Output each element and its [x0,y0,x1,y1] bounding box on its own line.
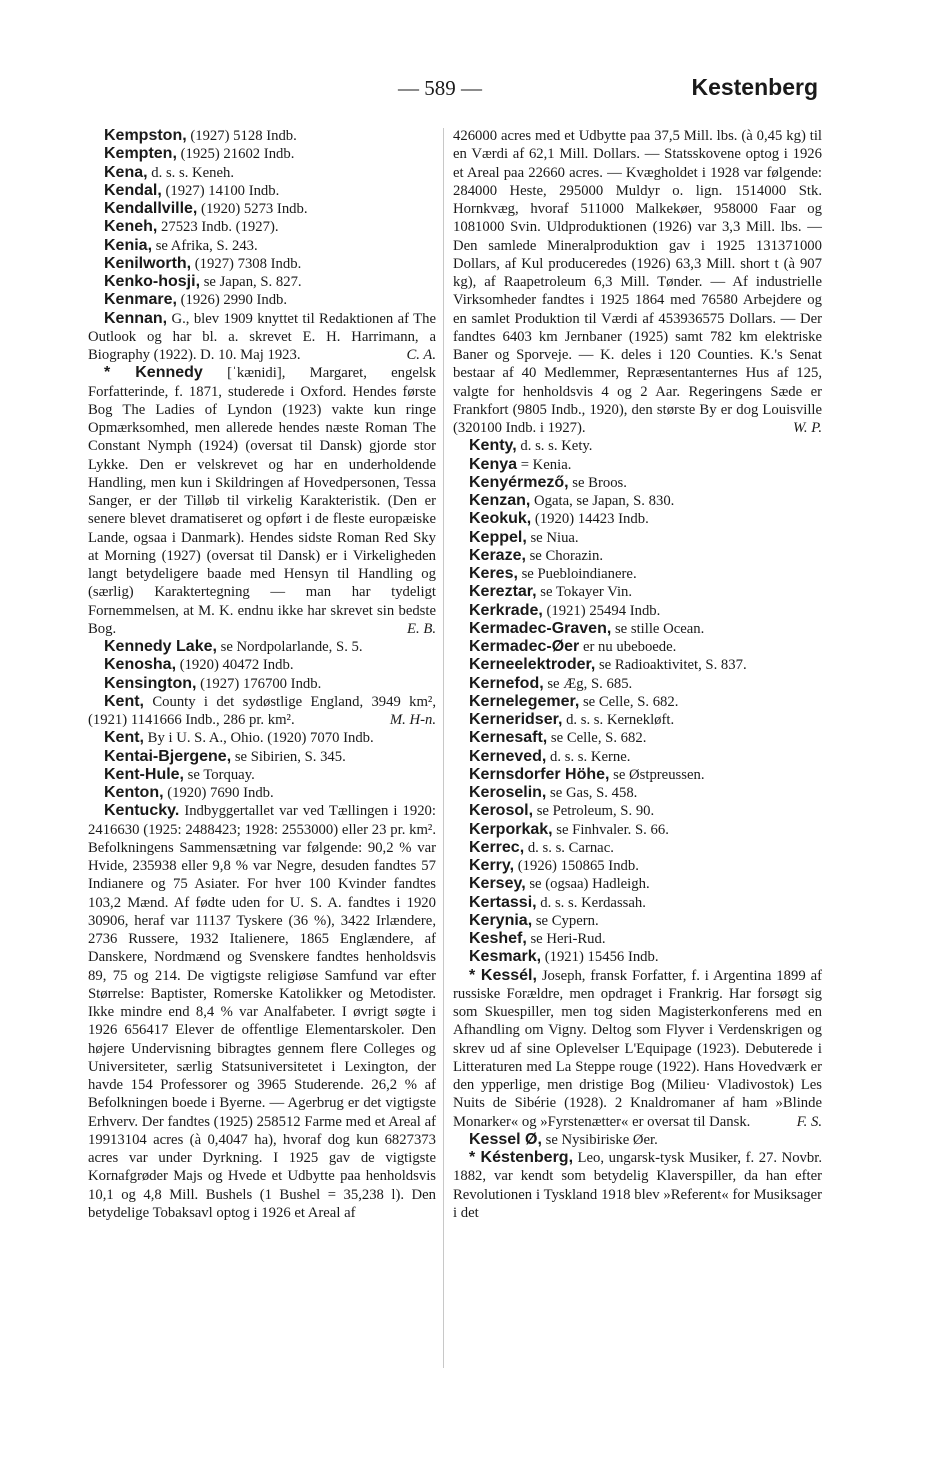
entry-headword: Kermadec-Øer [469,638,580,655]
entry-headword: Kentucky. [104,802,180,820]
column-rule [443,128,444,1368]
entry-headword: Kenilworth, [104,254,192,272]
entry-text: se Finhvaler. S. 66. [552,821,669,838]
entry-text: se Celle, S. 682. [547,730,647,747]
dictionary-entry [88,255,436,273]
dictionary-entry [88,127,436,145]
entry-text: 426000 acres med et Udbytte paa 37,5 Mill. lbs. (à 0,45 kg) til en Værdi af 62,1 Mill. Dollars. — Statsskovene optog i 1926 et Areal paa 22660 acres. — Kvægholdet i 1928 var følgende: 284000 Heste, 295000 Muldyr o. lign. 1514000 Stk. Hornkvæg, hvoraf 511000 Malkekøer, 958000 Faar og 1081000 Svin. Uldproduktionen (1926) var 3,3 Mill. lbs. — Den samlede Mineralproduktion gav i 1925 131371000 Dollars, af Kul produceredes (1926) 63,3 Mill. short t (à 907 kg), af Raapetroleum 6,3 Mill. Tønder. — Af industrielle Virksomheder fandtes i 1925 1864 med 76580 Arbejdere og en samlet Produktion til Værdi af 453936575 Dollars. — Der fandtes 6403 km Jernbaner (1925) samt 782 km elektriske Baner og Sporveje. — K. deles i 120 Counties. K.'s Senat bestaar af 40 Medlemmer, Repræsentanternes Hus af 125, valgte for henholdsvis 4 og 2 Aar. Regeringens Sæde er Frankfort (9805 Indb., 1920), den største By er dog Louisville (320100 Indb. i 1927). [453,128,822,436]
entry-headword: * Kessél, [469,966,537,984]
entry-text: se Puebloindianere. [517,566,637,582]
entry-text: d. s. s. Kerdassah. [536,894,646,911]
running-head: Kestenberg [691,74,818,100]
entry-text: se Petroleum, S. 90. [533,803,655,820]
entry-text: se Heri-Rud. [526,931,606,947]
dictionary-entry [88,237,436,255]
page-number: — 589 — [398,76,482,100]
entry-headword: Kennedy Lake, [104,638,217,655]
dictionary-entry [453,437,822,455]
dictionary-entry [453,127,822,437]
author-signature: F. S. [796,1113,822,1130]
entry-headword: Kernelegemer, [469,692,580,710]
entry-headword: Keshef, [469,930,527,947]
dictionary-entry [453,492,822,510]
dictionary-entry [453,711,822,729]
entry-text: se Nysibiriske Øer. [541,1131,658,1148]
dictionary-entry [453,784,822,802]
entry-text: [ˈkænidi], Margaret, engelsk Forfatterinde, f. 1871, studerede i Oxford. Hendes første Bog The Ladies of Lyndon (1923) vakte kun ringe Opmærksomhed, men allerede hendes næste Roman The Constant Nymph (1924) (oversat til Dansk) gjorde stor Lykke. Den er velskrevet og har en underholdende Handling, men kun i Skildringen af Hovedpersonen, Tessa Sanger, er der Tilløb til virkelig Karakteristik. (Den er senere blevet dramatiseret og opført i de fleste europæiske Lande, ogsaa i Danmark). Hendes sidste Roman Red Sky at Morning (1927) (oversat til Dansk) er i Virkeligheden langt betydeligere baade med Hensyn til Handling og (særlig) Karaktertegning — man har tydeligt Fornemmelsen, at M. K. endnu ikke har skrevet sin bedste Bog. [88,365,436,637]
entry-text: se Afrika, S. 243. [152,237,258,254]
entry-text: Joseph, fransk Forfatter, f. i Argentina 1899 af russiske Forældre, men opdraget i Frankrig. Har forsøgt sig som Skuespiller, men tog siden Magisterkonferens med en Afhandling om Vigny. Deltog som Flyver i Verdenskrigen og skrev ud af sine Oplevelser L'Equipage (1923). Debuterede i Litteraturen med La Steppe rouge (1922). Hans Hovedværk er den ypperlige, men dristige Bog (Milieu· Vladivostok) Les Nuits de Sibérie (1928). 2 Knaldromaner af ham »Blinde Monarker« og »Fyrstenætter« er oversat til Dansk. [453,967,822,1130]
entry-headword: Kersey, [469,875,526,893]
dictionary-entry [453,656,822,674]
entry-text: se Niua. [526,529,579,546]
entry-headword: Keres, [469,565,518,582]
dictionary-entry [453,967,822,1131]
dictionary-entry [88,766,436,784]
entry-headword: Keppel, [469,528,527,546]
dictionary-entry [453,729,822,747]
entry-headword: Kerporkak, [469,820,553,838]
author-signature: C. A. [406,347,436,363]
entry-headword: * Kennedy [104,364,203,382]
dictionary-entry [453,510,822,528]
entry-headword: Kereztar, [469,583,537,601]
entry-headword: Kempten, [104,145,177,163]
entry-headword: Kermadec-Graven, [469,619,612,637]
dictionary-entry [88,182,436,200]
entry-text: (1921) 15456 Indb. [541,949,659,966]
dictionary-entry [453,602,822,620]
entry-headword: Kent, [104,692,144,710]
dictionary-entry [453,875,822,893]
entry-headword: Keroselin, [469,784,547,801]
entry-headword: Kernesaft, [469,729,548,747]
entry-headword: Kenmare, [104,291,177,309]
entry-text: (1920) 5273 Indb. [197,201,308,217]
dictionary-entry [453,912,822,930]
dictionary-entry [88,310,436,365]
author-signature: M. H-n. [389,712,436,728]
dictionary-entry [453,894,822,912]
dictionary-entry [453,766,822,784]
dictionary-entry [453,565,822,583]
entry-headword: Kerynia, [469,911,533,929]
entry-text: se (ogsaa) Hadleigh. [525,876,650,893]
entry-text: (1920) 40472 Indb. [176,657,294,674]
entry-text: G., blev 1909 knyttet til Redaktionen af The Outlook og har bl. a. skrevet E. H. Harrimann, a Biography (1922). D. 10. Maj 1923. [88,310,436,363]
entry-headword: Kendal, [104,181,162,199]
entry-headword: Kennan, [104,309,168,327]
entry-text: (1926) 2990 Indb. [176,292,288,309]
dictionary-entry [88,291,436,309]
entry-text: d. s. s. Kernekløft. [562,712,675,728]
dictionary-entry [453,456,822,474]
entry-headword: Kenko-hosji, [104,273,201,290]
entry-text: d. s. s. Carnac. [524,839,614,856]
dictionary-entry [453,857,822,875]
entry-headword: Keokuk, [469,510,532,528]
dictionary-entry [88,656,436,674]
dictionary-entry [453,693,822,711]
entry-headword: Kertassi, [469,893,537,911]
entry-text: (1926) 150865 Indb. [514,858,639,874]
entry-text: (1921) 25494 Indb. [542,602,661,619]
dictionary-entry [453,547,822,565]
dictionary-entry [88,145,436,163]
entry-text: (1927) 7308 Indb. [191,255,302,272]
left-column [88,127,436,1222]
entry-headword: Kesmark, [469,948,542,966]
entry-headword: Kenya [469,455,518,473]
entry-headword: Kent, [104,729,144,747]
entry-headword: Kenton, [104,784,164,801]
dictionary-entry [88,675,436,693]
entry-text: se Tokayer Vin. [536,584,633,601]
entry-text: d. s. s. Keneh. [147,164,235,181]
entry-text: = Kenia. [517,456,572,473]
entry-text: er nu ubeboede. [579,639,677,655]
entry-text: (1927) 5128 Indb. [186,128,297,144]
entry-headword: Kenyérmező, [469,473,569,491]
dictionary-entry [453,620,822,638]
dictionary-entry [453,474,822,492]
entry-headword: Kenia, [104,236,153,254]
entry-text: Ogata, se Japan, S. 830. [530,493,675,509]
dictionary-entry [88,273,436,291]
dictionary-entry [88,200,436,218]
entry-headword: Kenty, [469,437,517,455]
entry-text: se Broos. [568,474,627,491]
entry-text: se Nordpolarlande, S. 5. [216,639,363,655]
dictionary-entry [88,218,436,236]
dictionary-entry [88,802,436,1222]
dictionary-entry [88,364,436,638]
entry-text: Indbyggertallet var ved Tællingen i 1920: 2416630 (1925: 2488423; 1928: 2553000) eller 23 pr. km². Befolkningens Sammensætning var følgende: 90,2 % var Hvide, 235938 eller 9,8 % var Negre, desuden fandtes 57 Indianere og 75 Asiater. For hver 100 Kvinder fandtes 103,2 Mænd. Af fødte uden for U. S. A. fandtes i 1920 30906, heraf var 11137 Tyskere (36 %), 3422 Irlændere, 2736 Russere, 1932 Italienere, 1865 Englændere, af Danskere, Nordmænd og Svenskere fandtes henholdsvis 89, 75 og 214. De vigtigste religiøse Samfund var efter Størrelse: Baptister, Romerske Katolikker og Metodister. Ikke mindre end 8,4 % var Analfabeter. I øvrigt søgte i 1926 656417 Elever de offentlige Elementarskoler. Den højere Undervisning bibragtes gennem flere Colleges og Universiteter, særlig Statsuniversitetet i Lexington, der havde 154 Professorer og 3965 Studerende. 26,2 % af Befolkningen boede i Byerne. — Agerbrug er det vigtigste Erhverv. Der fandtes (1925) 258512 Farme med et Areal af 19913104 acres (à 0,4047 ha), hvoraf dog kun 6827373 acres var under Dyrkning. I 1925 gav de vigtigste Kornafgrøder Majs og Hvede et Udbytte paa henholdsvis 10,1 og 4,8 Mill. Bushels (1 Bushel = 35,238 l). Den betydelige Tobaksavl optog i 1926 et Areal af [88,803,436,1221]
entry-headword: Kendallville, [104,200,198,217]
entry-headword: Kerneridser, [469,711,563,728]
dictionary-entry [453,583,822,601]
dictionary-entry [453,748,822,766]
entry-text: se Gas, S. 458. [546,785,638,801]
dictionary-entry [88,164,436,182]
entry-headword: Kernefod, [469,674,544,692]
right-column [453,127,822,1222]
entry-text: se Radioaktivitet, S. 837. [595,657,747,674]
entry-headword: Kerkrade, [469,601,543,619]
entry-headword: Kerrec, [469,838,525,856]
dictionary-entry [453,529,822,547]
author-signature: E. B. [407,620,436,637]
entry-headword: Kent-Hule, [104,765,184,783]
entry-headword: Kenzan, [469,492,531,509]
author-signature: W. P. [793,420,822,436]
entry-text: se Japan, S. 827. [200,274,302,290]
entry-headword: Keneh, [104,218,158,236]
entry-headword: Kernsdorfer Höhe, [469,765,610,783]
dictionary-entry [453,821,822,839]
entry-text: (1920) 14423 Indb. [531,511,649,528]
entry-headword: Kentai-Bjergene, [104,747,232,765]
entry-text: se stille Ocean. [611,620,705,637]
dictionary-entry [88,748,436,766]
dictionary-entry [88,638,436,656]
entry-text: 27523 Indb. (1927). [157,219,279,236]
entry-text: d. s. s. Kerne. [546,748,631,765]
entry-text: (1927) 176700 Indb. [196,675,322,692]
entry-headword: Kempston, [104,127,187,144]
entry-headword: Kerneved, [469,747,547,765]
entry-text: se Østpreussen. [609,766,705,783]
dictionary-entry [88,784,436,802]
dictionary-entry [453,930,822,948]
entry-text: County i det sydøstlige England, 3949 km², (1921) 1141666 Indb., 286 pr. km². [88,693,436,728]
dictionary-entry [453,1149,822,1222]
dictionary-entry [88,693,436,730]
dictionary-entry [453,675,822,693]
entry-text: (1920) 7690 Indb. [163,785,274,801]
entry-text: By i U. S. A., Ohio. (1920) 7070 Indb. [144,730,374,747]
entry-headword: Kensington, [104,674,197,692]
dictionary-entry [453,948,822,966]
entry-headword: Keraze, [469,546,526,564]
entry-text: se Torquay. [184,766,255,783]
dictionary-entry [453,1131,822,1149]
entry-headword: Kerneelektroder, [469,656,596,674]
entry-headword: * Késtenberg, [469,1149,574,1166]
entry-text: se Cypern. [532,912,599,929]
entry-text: (1925) 21602 Indb. [176,146,295,163]
entry-text: se Chorazin. [525,547,604,564]
entry-headword: Kessel Ø, [469,1130,542,1148]
page-header [88,76,818,106]
entry-headword: Kerry, [469,857,515,874]
entry-text: se Æg, S. 685. [543,675,633,692]
entry-headword: Kenosha, [104,656,177,674]
dictionary-entry [88,729,436,747]
entry-headword: Kerosol, [469,802,534,820]
dictionary-entry [453,638,822,656]
dictionary-entry [453,839,822,857]
entry-text: se Celle, S. 682. [579,693,679,710]
entry-text: Leo, ungarsk-tysk Musiker, f. 27. Novbr. 1882, var kendt som betydelig Klaverspiller, da han efter Revolutionen i Tyskland 1918 blev »Referent« for Musiksager i det [453,1150,823,1221]
entry-headword: Kena, [104,163,148,181]
entry-text: se Sibirien, S. 345. [231,748,346,765]
entry-text: d. s. s. Kety. [516,438,593,455]
entry-text: (1927) 14100 Indb. [161,182,280,199]
dictionary-entry [453,802,822,820]
